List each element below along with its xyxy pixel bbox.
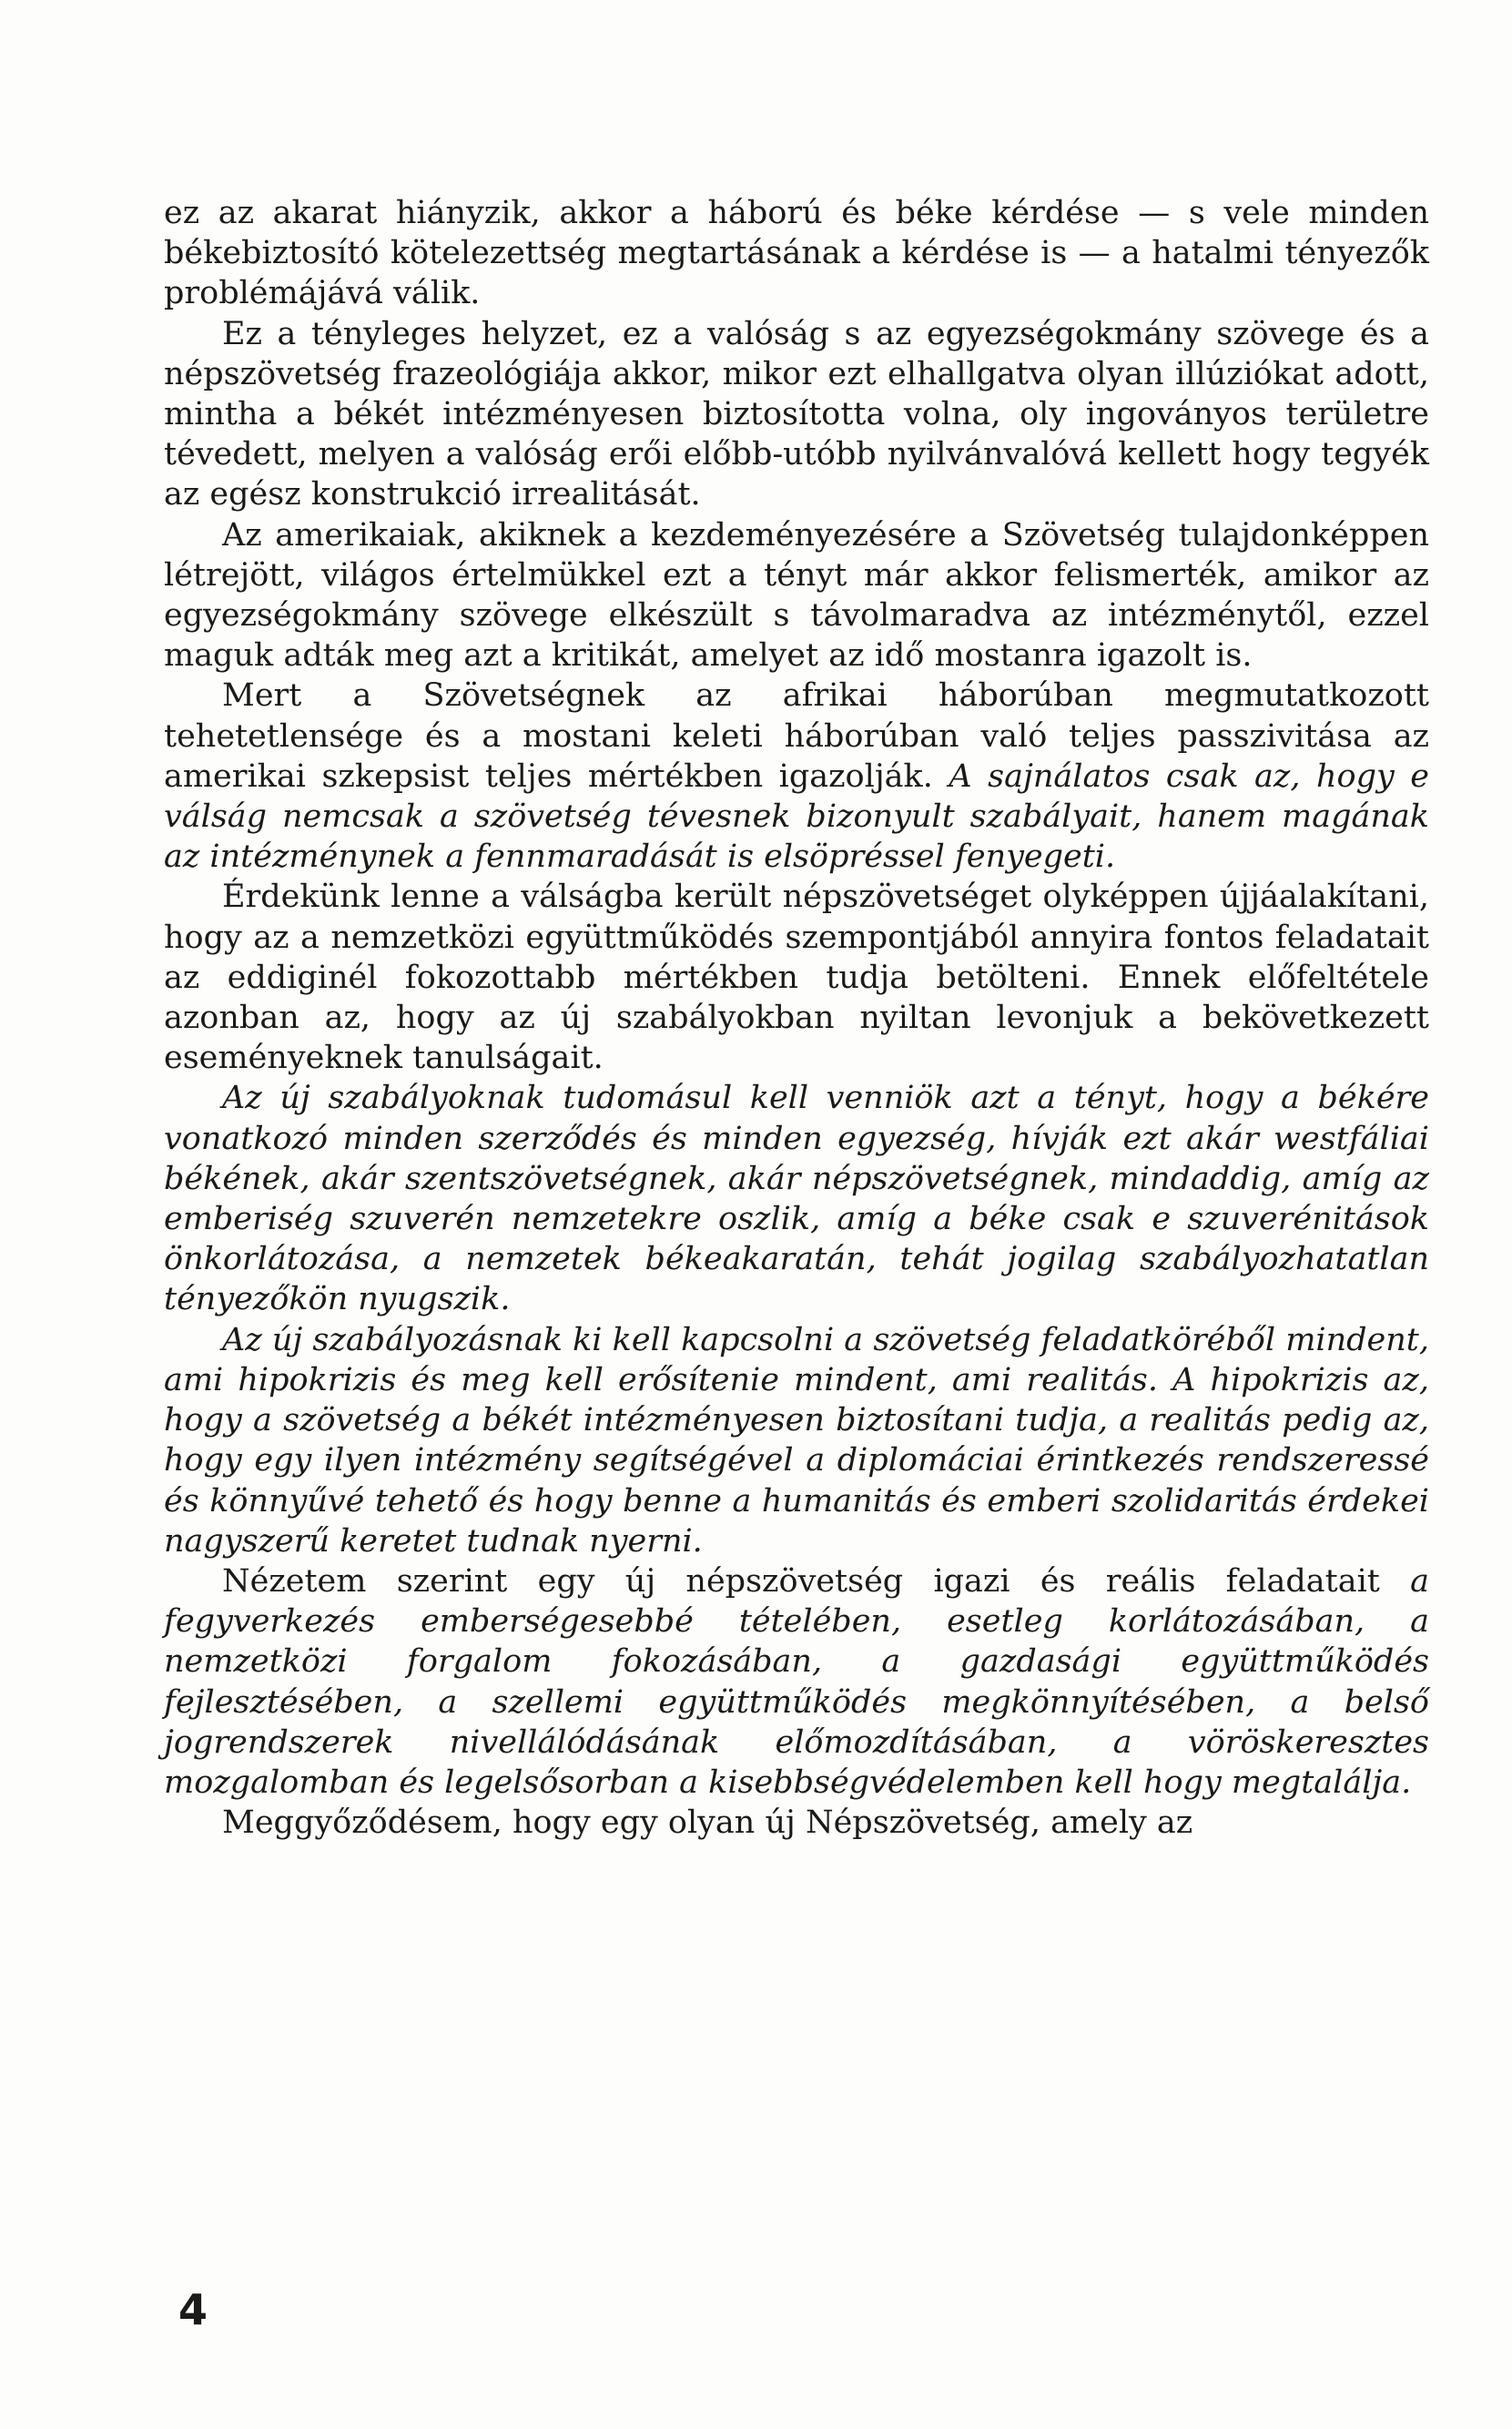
paragraph-p9 bbox=[164, 1803, 1429, 1843]
paragraph-text: Mert a Szövetségnek az afrikai háborúban megmutatkozott tehetetlensége és a mostani keleti háborúban való teljes passzivitása az amerikai szkepsist teljes mértékben igazolják. bbox=[164, 677, 1429, 795]
paragraph-p4 bbox=[164, 676, 1429, 877]
italic-text: a fegyverkezés emberségesebbé tételében, esetleg korlátozásában, a nemzetközi forgalom fokozásában, a gazdasági együttműködés fejlesztésében, a szellemi együttműködés megkönnyítésében, a belső jogrendszerek nivellálódásának előmozdításában, a vöröskeresztes mozgalomban és legelsősorban a kisebbségvédelemben kell hogy megtalálja. bbox=[164, 1562, 1429, 1801]
paragraph-p1 bbox=[164, 193, 1429, 314]
paragraph-text: Az amerikaiak, akiknek a kezdeményezésére a Szövetség tulajdonképpen létrejött, világos értelmükkel ezt a tényt már akkor felismerték, amikor az egyezségokmány szövege elkészült s távolmaradva az intézménytől, ezzel maguk adták meg azt a kritikát, amelyet az idő mostanra igazolt is. bbox=[164, 516, 1429, 675]
paragraph-p3 bbox=[164, 515, 1429, 676]
paragraph-p6 bbox=[164, 1078, 1429, 1319]
paragraph-p2 bbox=[164, 314, 1429, 515]
body-text bbox=[164, 193, 1429, 1843]
paragraph-p5 bbox=[164, 877, 1429, 1078]
paragraph-text: Érdekünk lenne a válságba került népszövetséget olyképpen újjáalakítani, hogy az a nemzetközi együttműködés szempontjából annyira fontos feladatait az eddiginél fokozottabb mértékben tudja betölteni. Ennek előfeltétele azonban az, hogy az új szabályokban nyiltan levonjuk a bekövetkezett eseményeknek tanulságait. bbox=[164, 879, 1429, 1077]
paragraph-text: Meggyőződésem, hogy egy olyan új Népszövetség, amely az bbox=[222, 1804, 1193, 1842]
italic-text: Az új szabályoknak tudomásul kell venniök azt a tényt, hogy a békére vonatkozó minden szerződés és minden egyezség, hívják ezt akár westfáliai békének, akár szentszövetségnek, akár népszövetségnek, mindaddig, amíg az emberiség szuverén nemzetekre oszlik, amíg a béke csak e szuverénitások önkorlátozása, a nemzetek békeakaratán, tehát jogilag szabályozhatatlan tényezőkön nyugszik. bbox=[164, 1080, 1429, 1318]
paragraph-text: Ez a tényleges helyzet, ez a valóság s az egyezségokmány szövege és a népszövetség frazeológiája akkor, mikor ezt elhallgatva olyan illúziókat adott, mintha a békét intézményesen biztosította volna, oly ingoványos területre tévedett, melyen a valóság erői előbb-utóbb nyilvánvalóvá kellett hogy tegyék az egész konstrukció irrealitását. bbox=[164, 315, 1429, 513]
paragraph-text: Nézetem szerint egy új népszövetség igazi és reális feladatait bbox=[222, 1562, 1411, 1600]
paragraph-p7 bbox=[164, 1320, 1429, 1561]
paragraph-p8 bbox=[164, 1561, 1429, 1803]
paragraph-text: ez az akarat hiányzik, akkor a háború és béke kérdése — s vele minden békebiztosító kötelezettség megtartásának a kérdése is — a hatalmi tényezők problémájává válik. bbox=[164, 195, 1429, 312]
page-number: 4 bbox=[178, 2285, 208, 2334]
italic-text: A sajnálatos csak az, hogy e válság nemcsak a szövetség tévesnek bizonyult szabályait, hanem magának az intézménynek a fennmaradását is elsöpréssel fenyegeti. bbox=[164, 757, 1429, 876]
italic-text: Az új szabályozásnak ki kell kapcsolni a szövetség feladatköréből mindent, ami hipokrizis és meg kell erősítenie mindent, ami realitás. A hipokrizis az, hogy a szövetség a békét intézményesen biztosítani tudja, a realitás pedig az, hogy egy ilyen intézmény segítségével a diplomáciai érintkezés rendszeressé és könnyűvé tehető és hogy benne a humanitás és emberi szolidaritás érdekei nagyszerű keretet tudnak nyerni. bbox=[164, 1321, 1429, 1560]
